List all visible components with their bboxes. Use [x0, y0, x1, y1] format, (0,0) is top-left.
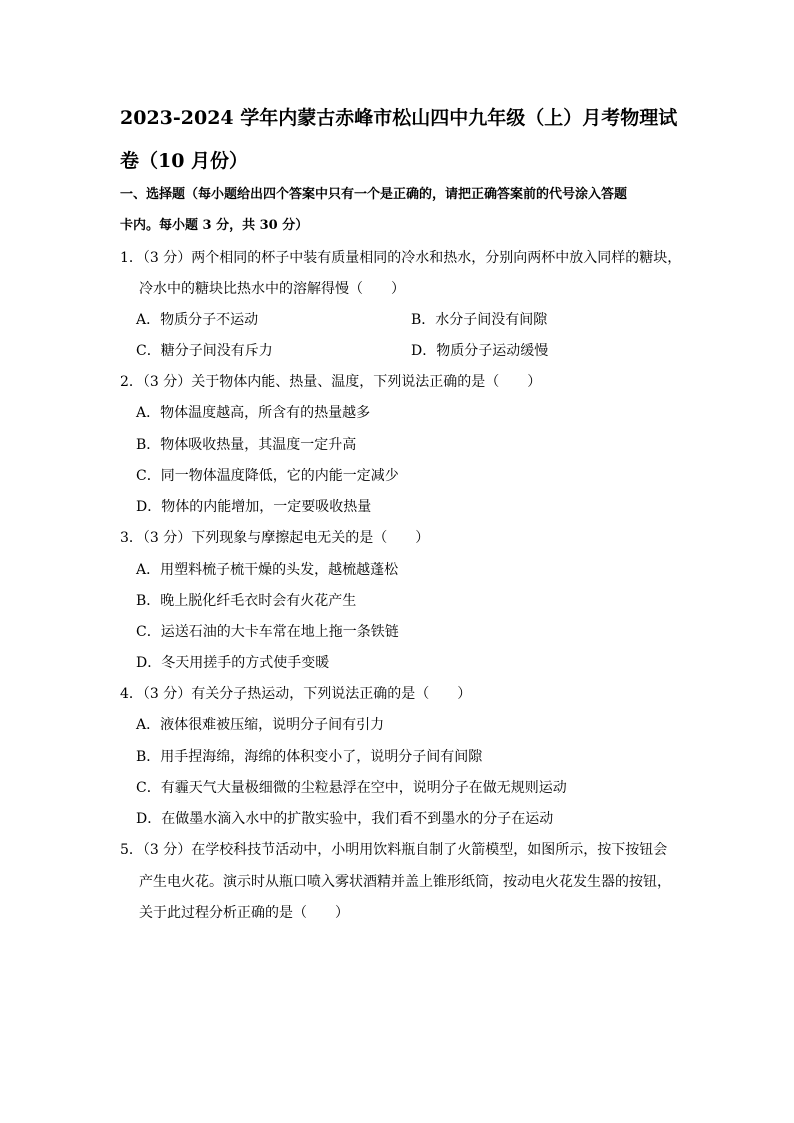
question-3-option-b: B．晚上脱化纤毛衣时会有火花产生: [136, 593, 357, 609]
question-4-stem: 4．（3 分）有关分子热运动，下列说法正确的是（ ）: [120, 686, 472, 702]
section-heading-line-2: 卡内。每小题 3 分，共 30 分）: [120, 218, 309, 233]
question-1-stem-line-2: 冷水中的糖块比热水中的溶解得慢（ ）: [139, 281, 405, 297]
question-4-option-d: D．在做墨水滴入水中的扩散实验中，我们看不到墨水的分子在运动: [136, 811, 554, 827]
question-1-option-d: D．物质分子运动缓慢: [411, 343, 549, 359]
question-2-option-c: C．同一物体温度降低，它的内能一定减少: [136, 468, 399, 484]
question-1-stem-line-1: 1．（3 分）两个相同的杯子中装有质量相同的冷水和热水，分别向两杯中放入同样的糖块，: [120, 250, 682, 266]
question-4-option-a: A．液体很难被压缩，说明分子间有引力: [136, 717, 385, 733]
section-heading-line-1: 一、选择题（每小题给出四个答案中只有一个是正确的，请把正确答案前的代号涂入答题: [120, 187, 628, 202]
question-4-option-b: B．用手捏海绵，海绵的体积变小了，说明分子间有间隙: [136, 749, 483, 765]
question-3-option-a: A．用塑料梳子梳干燥的头发，越梳越蓬松: [136, 562, 399, 578]
question-1-option-a: A．物质分子不运动: [136, 312, 259, 328]
question-3-option-d: D．冬天用搓手的方式使手变暖: [136, 655, 330, 671]
question-2-stem: 2．（3 分）关于物体内能、热量、温度，下列说法正确的是（ ）: [120, 374, 542, 390]
question-2-option-a: A．物体温度越高，所含有的热量越多: [136, 405, 371, 421]
question-5-stem-line-1: 5．（3 分）在学校科技节活动中，小明用饮料瓶自制了火箭模型，如图所示，按下按钮会: [120, 842, 668, 858]
question-1-option-c: C．糖分子间没有斥力: [136, 343, 273, 359]
question-5-stem-line-3: 关于此过程分析正确的是（ ）: [139, 905, 349, 921]
exam-title-line-2: 卷（10 月份）: [120, 150, 249, 172]
question-2-option-d: D．物体的内能增加，一定要吸收热量: [136, 499, 372, 515]
question-2-option-b: B．物体吸收热量，其温度一定升高: [136, 437, 357, 453]
question-3-option-c: C．运送石油的大卡车常在地上拖一条铁链: [136, 624, 399, 640]
exam-title-line-1: 2023-2024 学年内蒙古赤峰市松山四中九年级（上）月考物理试: [120, 107, 678, 129]
question-1-option-b: B．水分子间没有间隙: [411, 312, 548, 328]
question-3-stem: 3．（3 分）下列现象与摩擦起电无关的是（ ）: [120, 530, 430, 546]
question-5-stem-line-2: 产生电火花。演示时从瓶口喷入雾状酒精并盖上锥形纸筒，按动电火花发生器的按钮，: [139, 874, 671, 890]
question-4-option-c: C．有霾天气大量极细微的尘粒悬浮在空中，说明分子在做无规则运动: [136, 780, 567, 796]
